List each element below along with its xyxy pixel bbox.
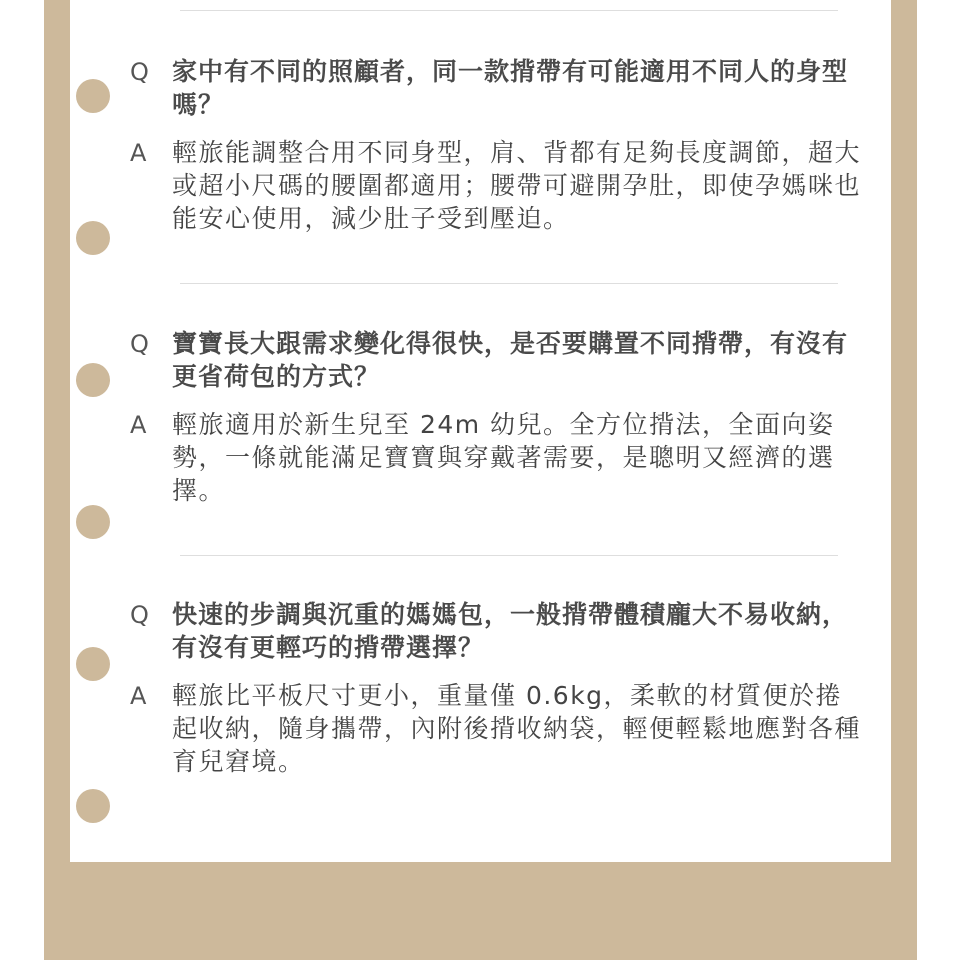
answer-row bbox=[130, 679, 865, 778]
answer-text: 輕旅比平板尺寸更小，重量僅 0.6kg，柔軟的材質便於捲起收納，隨身攜帶，內附後揹收納袋，輕便輕鬆地應對各種育兒窘境。 bbox=[172, 681, 862, 776]
question-text: 快速的步調與沉重的媽媽包，一般揹帶體積龐大不易收納，有沒有更輕巧的揹帶選擇？ bbox=[172, 600, 849, 662]
binder-ring bbox=[76, 789, 110, 823]
faq-item bbox=[130, 598, 865, 778]
answer-marker: A bbox=[130, 411, 147, 439]
answer-marker: A bbox=[130, 139, 147, 167]
question-row bbox=[130, 327, 865, 393]
question-marker: Q bbox=[130, 58, 149, 86]
divider-line bbox=[180, 10, 838, 11]
answer-text: 輕旅能調整合用不同身型，肩、背都有足夠長度調節，超大或超小尺碼的腰圍都適用；腰帶可避開孕肚，即使孕媽咪也能安心使用，減少肚子受到壓迫。 bbox=[172, 138, 862, 233]
binder-ring bbox=[76, 363, 110, 397]
divider-line bbox=[180, 555, 838, 556]
binder-ring bbox=[76, 79, 110, 113]
answer-marker: A bbox=[130, 682, 147, 710]
answer-row bbox=[130, 136, 865, 235]
answer-row bbox=[130, 408, 865, 507]
binder-ring bbox=[76, 647, 110, 681]
divider-line bbox=[180, 283, 838, 284]
question-text: 寶寶長大跟需求變化得很快，是否要購置不同揹帶，有沒有更省荷包的方式？ bbox=[172, 329, 849, 391]
question-row bbox=[130, 55, 865, 121]
question-marker: Q bbox=[130, 601, 149, 629]
faq-item bbox=[130, 55, 865, 235]
question-marker: Q bbox=[130, 330, 149, 358]
question-row bbox=[130, 598, 865, 664]
answer-text: 輕旅適用於新生兒至 24m 幼兒。全方位揹法，全面向姿勢，一條就能滿足寶寶與穿戴著需要，是聰明又經濟的選擇。 bbox=[172, 410, 835, 505]
binder-ring bbox=[76, 221, 110, 255]
question-text: 家中有不同的照顧者，同一款揹帶有可能適用不同人的身型嗎？ bbox=[172, 57, 849, 119]
faq-item bbox=[130, 327, 865, 507]
binder-ring bbox=[76, 505, 110, 539]
